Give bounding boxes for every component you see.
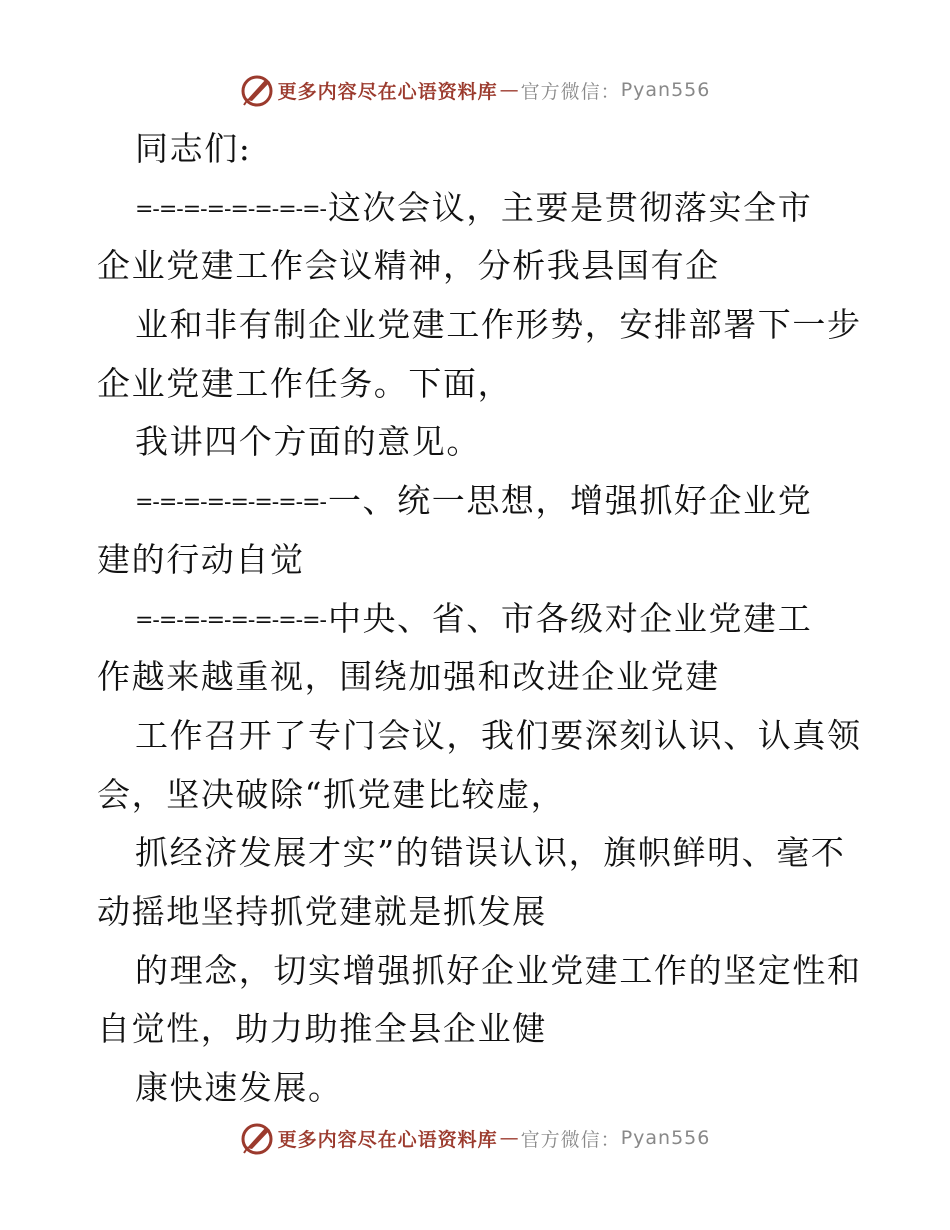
line-text: 的理念，切实增强抓好企业党建工作的坚定性和	[135, 950, 862, 990]
quill-logo-icon	[240, 1121, 274, 1155]
line-text: 康快速发展。	[135, 1068, 343, 1107]
paragraph-line	[97, 237, 867, 296]
banner-site-text: 更多内容尽在心语资料库	[277, 80, 498, 103]
line-text: 同志们:	[135, 129, 252, 168]
leader-marks: =-=-=-=-=-=-=-=-	[135, 490, 326, 516]
paragraph-line	[97, 824, 867, 883]
banner-wechat-id: Pyan556	[620, 1127, 711, 1149]
banner-dash: —	[499, 1127, 519, 1149]
line-text: 企业党建工作会议精神，分析我县国有企	[97, 246, 720, 286]
paragraph-line	[97, 707, 867, 766]
line-text: 业和非有制企业党建工作形势，安排部署下一步	[135, 305, 862, 345]
footer-watermark	[0, 1118, 950, 1158]
paragraph-line	[97, 472, 867, 531]
paragraph-line	[97, 355, 867, 414]
banner-dash: —	[499, 79, 519, 101]
header-watermark	[0, 70, 950, 110]
paragraph-line	[97, 1000, 867, 1059]
paragraph-line	[97, 1059, 867, 1118]
line-text: 会，坚决破除“抓党建比较虚，	[97, 774, 566, 814]
line-text: 动摇地坚持抓党建就是抓发展	[97, 891, 547, 931]
paragraph-line	[97, 296, 867, 355]
paragraph-line	[97, 883, 867, 942]
line-text: 作越来越重视，围绕加强和改进企业党建	[97, 657, 720, 697]
paragraph-line	[97, 590, 867, 649]
paragraph-line	[97, 413, 867, 472]
paragraph-line	[97, 120, 867, 179]
paragraph-line	[97, 179, 867, 238]
line-text: 工作召开了专门会议，我们要深刻认识、认真领	[135, 715, 862, 755]
document-body	[97, 120, 867, 1118]
banner-wechat-label: 官方微信：	[520, 80, 621, 103]
line-text: 建的行动自觉	[97, 539, 305, 579]
line-text: 企业党建工作任务。下面，	[97, 363, 513, 403]
leader-marks: =-=-=-=-=-=-=-=-	[135, 607, 326, 633]
line-text: 中央、省、市各级对企业党建工	[327, 598, 813, 638]
line-text: 自觉性，助力助推全县企业健	[97, 1009, 547, 1049]
paragraph-line	[97, 942, 867, 1001]
line-text: 抓经济发展才实”的错误认识，旗帜鲜明、毫不	[135, 833, 846, 873]
paragraph-line	[97, 531, 867, 590]
banner-wechat-id: Pyan556	[620, 79, 711, 101]
banner-site-text: 更多内容尽在心语资料库	[277, 1128, 498, 1151]
line-text: 一、统一思想，增强抓好企业党	[327, 481, 813, 521]
leader-marks: =-=-=-=-=-=-=-=-	[135, 196, 326, 222]
line-text: 我讲四个方面的意见。	[135, 422, 481, 462]
paragraph-line	[97, 648, 867, 707]
line-text: 这次会议，主要是贯彻落实全市	[327, 187, 813, 227]
banner-wechat-label: 官方微信：	[520, 1128, 621, 1151]
quill-logo-icon	[240, 73, 274, 107]
paragraph-line	[97, 766, 867, 825]
